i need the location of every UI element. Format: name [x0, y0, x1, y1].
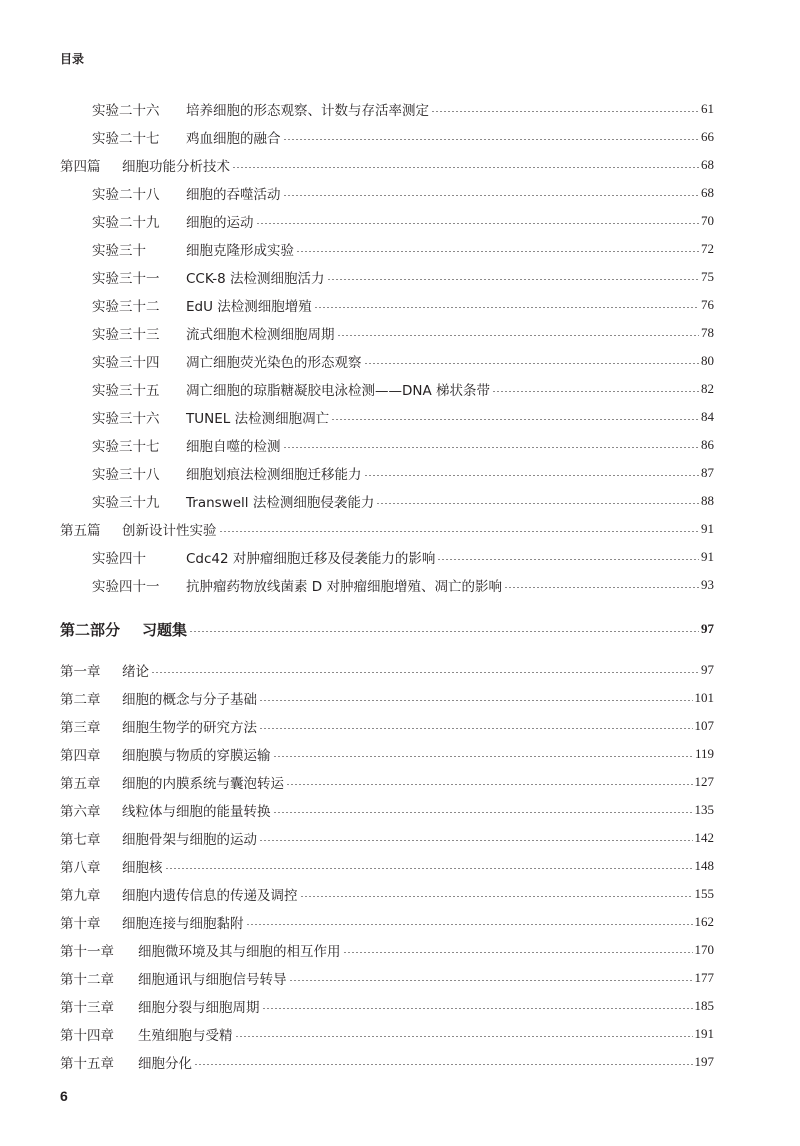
- dot-leader: [364, 475, 700, 476]
- entry-page: 88: [701, 493, 714, 508]
- entry-title: 细胞的吞噬活动: [186, 187, 281, 203]
- section-page: 91: [701, 521, 714, 536]
- entry-number: 实验三十三: [92, 327, 160, 343]
- entry-title: 流式细胞术检测细胞周期: [186, 327, 335, 343]
- section-number: 第四篇: [60, 159, 101, 175]
- entry-number: 实验三十八: [92, 467, 160, 483]
- dot-leader: [431, 111, 699, 112]
- chapter-title: 线粒体与细胞的能量转换: [122, 804, 271, 820]
- section-page: 68: [701, 157, 714, 172]
- dot-leader: [262, 1008, 693, 1009]
- entry-number: 实验二十七: [92, 131, 160, 147]
- chapter-number: 第十四章: [60, 1028, 114, 1044]
- dot-leader: [219, 531, 700, 532]
- entry-number: 实验三十七: [92, 439, 160, 455]
- toc-chapter[interactable]: [60, 715, 714, 737]
- entry-number: 实验二十九: [92, 215, 160, 231]
- chapter-title: 细胞膜与物质的穿膜运输: [122, 748, 271, 764]
- toc-entry[interactable]: [60, 434, 714, 456]
- entry-number: 实验三十二: [92, 299, 160, 315]
- entry-page: 68: [701, 185, 714, 200]
- toc-entry[interactable]: [60, 266, 714, 288]
- entry-number: 实验三十九: [92, 495, 160, 511]
- toc-entry[interactable]: [60, 574, 714, 596]
- dot-leader: [286, 784, 693, 785]
- chapter-title: 细胞核: [122, 860, 163, 876]
- toc-entry[interactable]: [60, 294, 714, 316]
- dot-leader: [273, 812, 693, 813]
- dot-leader: [343, 952, 693, 953]
- page-number: 6: [60, 1088, 68, 1104]
- dot-leader: [327, 279, 699, 280]
- dot-leader: [259, 700, 693, 701]
- dot-leader: [189, 631, 699, 632]
- toc-entry[interactable]: [60, 406, 714, 428]
- chapter-title: 绪论: [122, 664, 149, 680]
- toc-chapter[interactable]: [60, 967, 714, 989]
- dot-leader: [273, 756, 693, 757]
- entry-page: 76: [701, 297, 714, 312]
- chapter-title: 细胞骨架与细胞的运动: [122, 832, 257, 848]
- toc-entry[interactable]: [60, 322, 714, 344]
- section-number: 第五篇: [60, 523, 101, 539]
- dot-leader: [235, 1036, 693, 1037]
- toc-entry[interactable]: [60, 182, 714, 204]
- chapter-page: 162: [694, 914, 714, 929]
- toc-chapter[interactable]: [60, 687, 714, 709]
- entry-number: 实验三十五: [92, 383, 160, 399]
- chapter-number: 第三章: [60, 720, 101, 736]
- entry-title: 细胞划痕法检测细胞迁移能力: [186, 467, 362, 483]
- chapter-page: 97: [701, 662, 714, 677]
- chapter-title: 细胞的内膜系统与囊泡转运: [122, 776, 284, 792]
- entry-title: Transwell 法检测细胞侵袭能力: [186, 495, 375, 511]
- dot-leader: [337, 335, 700, 336]
- entry-page: 87: [701, 465, 714, 480]
- dot-leader: [232, 167, 699, 168]
- chapter-title: 细胞生物学的研究方法: [122, 720, 257, 736]
- chapter-title: 细胞的概念与分子基础: [122, 692, 257, 708]
- toc-chapter[interactable]: [60, 1023, 714, 1045]
- dot-leader: [364, 363, 700, 364]
- entry-page: 86: [701, 437, 714, 452]
- chapter-title: 细胞分裂与细胞周期: [138, 1000, 260, 1016]
- dot-leader: [283, 195, 700, 196]
- toc-chapter[interactable]: [60, 883, 714, 905]
- chapter-page: 177: [694, 970, 714, 985]
- dot-leader: [300, 896, 693, 897]
- entry-title: 凋亡细胞的琼脂糖凝胶电泳检测——DNA 梯状条带: [186, 383, 491, 399]
- dot-leader: [283, 139, 700, 140]
- toc-entry[interactable]: [60, 98, 714, 120]
- toc-chapter[interactable]: [60, 939, 714, 961]
- chapter-page: 185: [694, 998, 714, 1013]
- part-title: 习题集: [142, 620, 188, 639]
- chapter-title: 细胞连接与细胞黏附: [122, 916, 244, 932]
- entry-page: 61: [701, 101, 714, 116]
- entry-title: TUNEL 法检测细胞凋亡: [186, 411, 330, 427]
- toc-chapter[interactable]: [60, 995, 714, 1017]
- part-page: 97: [701, 621, 714, 636]
- chapter-page: 191: [694, 1026, 714, 1041]
- chapter-page: 135: [694, 802, 714, 817]
- chapter-number: 第六章: [60, 804, 101, 820]
- chapter-number: 第八章: [60, 860, 101, 876]
- chapter-title: 生殖细胞与受精: [138, 1028, 233, 1044]
- entry-number: 实验三十一: [92, 271, 160, 287]
- chapter-page: 155: [694, 886, 714, 901]
- dot-leader: [259, 728, 693, 729]
- entry-number: 实验三十: [92, 243, 146, 259]
- entry-page: 84: [701, 409, 714, 424]
- entry-title: 凋亡细胞荧光染色的形态观察: [186, 355, 362, 371]
- chapter-title: 细胞微环境及其与细胞的相互作用: [138, 944, 341, 960]
- toc-entry[interactable]: [60, 210, 714, 232]
- dot-leader: [331, 419, 699, 420]
- toc-chapter[interactable]: [60, 911, 714, 933]
- entry-title: CCK-8 法检测细胞活力: [186, 271, 325, 287]
- dot-leader: [289, 980, 693, 981]
- toc-entry[interactable]: [60, 546, 714, 568]
- dot-leader: [314, 307, 699, 308]
- entry-number: 实验四十: [92, 551, 146, 567]
- entry-title: Cdc42 对肿瘤细胞迁移及侵袭能力的影响: [186, 551, 436, 567]
- chapter-page: 101: [694, 690, 714, 705]
- chapter-number: 第五章: [60, 776, 101, 792]
- dot-leader: [246, 924, 693, 925]
- toc-entry[interactable]: [60, 126, 714, 148]
- chapter-number: 第十五章: [60, 1056, 114, 1072]
- entry-number: 实验二十六: [92, 103, 160, 119]
- toc-section[interactable]: [60, 518, 714, 540]
- chapter-number: 第四章: [60, 748, 101, 764]
- running-header: 目录: [60, 52, 85, 66]
- toc-entry[interactable]: [60, 490, 714, 512]
- chapter-page: 170: [694, 942, 714, 957]
- chapter-page: 119: [694, 746, 714, 761]
- entry-number: 实验二十八: [92, 187, 160, 203]
- dot-leader: [283, 447, 700, 448]
- toc-entry[interactable]: [60, 350, 714, 372]
- toc-chapter[interactable]: [60, 799, 714, 821]
- entry-number: 实验四十一: [92, 579, 160, 595]
- chapter-number: 第十三章: [60, 1000, 114, 1016]
- entry-page: 91: [701, 549, 714, 564]
- dot-leader: [194, 1064, 693, 1065]
- entry-title: EdU 法检测细胞增殖: [186, 299, 312, 315]
- dot-leader: [151, 672, 699, 673]
- section-title: 细胞功能分析技术: [122, 159, 230, 175]
- entry-page: 93: [701, 577, 714, 592]
- entry-title: 鸡血细胞的融合: [186, 131, 281, 147]
- entry-page: 82: [701, 381, 714, 396]
- toc-chapter[interactable]: [60, 771, 714, 793]
- entry-title: 细胞的运动: [186, 215, 254, 231]
- entry-title: 细胞克隆形成实验: [186, 243, 294, 259]
- chapter-number: 第十一章: [60, 944, 114, 960]
- dot-leader: [296, 251, 699, 252]
- dot-leader: [256, 223, 700, 224]
- toc-entry[interactable]: [60, 462, 714, 484]
- part-number: 第二部分: [60, 620, 121, 639]
- chapter-page: 127: [694, 774, 714, 789]
- toc-chapter[interactable]: [60, 659, 714, 681]
- chapter-page: 148: [694, 858, 714, 873]
- toc-part[interactable]: [60, 618, 714, 640]
- toc-chapter[interactable]: [60, 827, 714, 849]
- entry-title: 细胞自噬的检测: [186, 439, 281, 455]
- entry-title: 培养细胞的形态观察、计数与存活率测定: [186, 103, 429, 119]
- dot-leader: [376, 503, 699, 504]
- chapter-title: 细胞内遗传信息的传递及调控: [122, 888, 298, 904]
- entry-page: 66: [701, 129, 714, 144]
- entry-number: 实验三十六: [92, 411, 160, 427]
- chapter-number: 第一章: [60, 664, 101, 680]
- toc-chapter[interactable]: [60, 855, 714, 877]
- chapter-number: 第十二章: [60, 972, 114, 988]
- chapter-page: 197: [694, 1054, 714, 1069]
- chapter-title: 细胞分化: [138, 1056, 192, 1072]
- entry-page: 78: [701, 325, 714, 340]
- chapter-number: 第九章: [60, 888, 101, 904]
- chapter-number: 第七章: [60, 832, 101, 848]
- entry-page: 70: [701, 213, 714, 228]
- chapter-page: 107: [694, 718, 714, 733]
- chapter-number: 第十章: [60, 916, 101, 932]
- toc-chapter[interactable]: [60, 743, 714, 765]
- chapter-page: 142: [694, 830, 714, 845]
- entry-page: 72: [701, 241, 714, 256]
- dot-leader: [492, 391, 699, 392]
- dot-leader: [504, 587, 699, 588]
- toc-section[interactable]: [60, 154, 714, 176]
- entry-page: 75: [701, 269, 714, 284]
- toc-chapter[interactable]: [60, 1051, 714, 1073]
- toc-entry[interactable]: [60, 378, 714, 400]
- chapter-title: 细胞通讯与细胞信号转导: [138, 972, 287, 988]
- chapter-number: 第二章: [60, 692, 101, 708]
- dot-leader: [259, 840, 693, 841]
- dot-leader: [437, 559, 699, 560]
- toc-entry[interactable]: [60, 238, 714, 260]
- section-title: 创新设计性实验: [122, 523, 217, 539]
- entry-title: 抗肿瘤药物放线菌素 D 对肿瘤细胞增殖、凋亡的影响: [186, 579, 502, 595]
- dot-leader: [165, 868, 693, 869]
- entry-number: 实验三十四: [92, 355, 160, 371]
- entry-page: 80: [701, 353, 714, 368]
